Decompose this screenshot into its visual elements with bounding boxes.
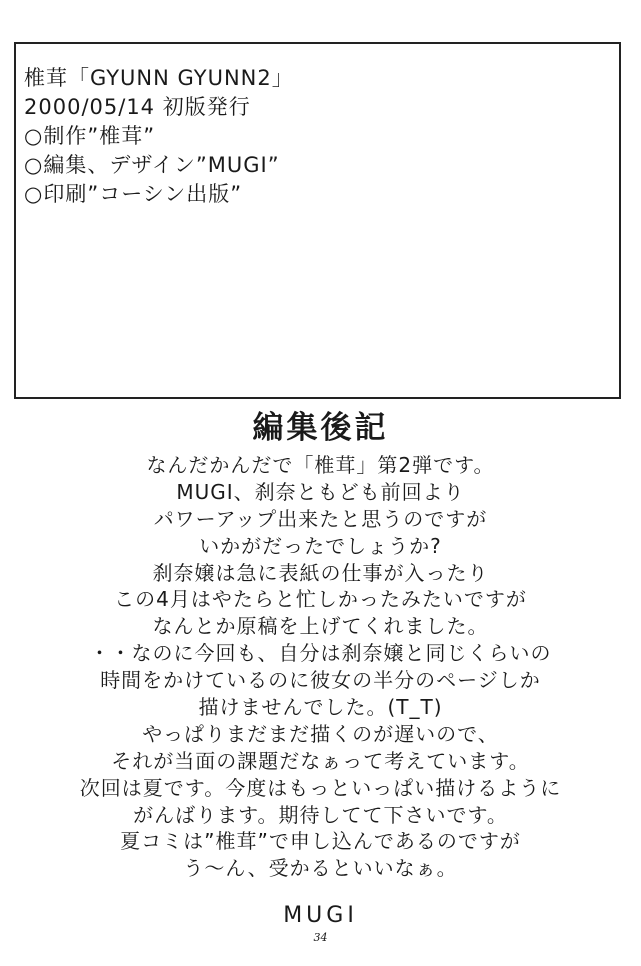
afterword-line: なんだかんだで「椎茸」第2弾です。 — [146, 453, 495, 477]
colophon-date-line: 2000/05/14 初版発行 — [24, 95, 251, 119]
afterword-line: いかがだったでしょうか? — [199, 533, 442, 558]
afterword-line: 次回は夏です。今度はもっといっぱい描けるように — [79, 775, 562, 800]
afterword-line: 夏コミは”椎茸”で申し込んであるのですが — [120, 829, 521, 854]
afterword-line: それが当面の課題だなぁって考えています。 — [111, 748, 530, 773]
colophon-production-line: ○制作”椎茸” — [24, 124, 156, 148]
afterword-line: パワーアップ出来たと思うのですが — [153, 506, 488, 531]
page-number: 34 — [313, 931, 328, 944]
colophon-title-line: 椎茸「GYUNN GYUNN2」 — [24, 66, 294, 90]
colophon-box — [14, 42, 621, 399]
afterword-line: 時間をかけているのに彼女の半分のページしか — [100, 668, 541, 693]
afterword-line: やっぱりまだまだ描くのが遅いので、 — [142, 721, 499, 746]
colophon-printing-line: ○印刷”コーシン出版” — [24, 182, 243, 206]
afterword-line: がんばります。期待してて下さいです。 — [133, 802, 508, 827]
afterword-body — [0, 452, 641, 882]
afterword-signature: MUGI — [283, 903, 358, 928]
afterword-line: この4月はやたらと忙しかったみたいですが — [114, 587, 527, 612]
afterword-title: 編集後記 — [252, 410, 389, 446]
colophon-lines — [24, 64, 294, 209]
afterword-line: なんとか原稿を上げてくれました。 — [152, 614, 489, 639]
colophon-editing-line: ○編集、デザイン”MUGI” — [24, 153, 280, 177]
afterword-line: う〜ん、受かるといいなぁ。 — [183, 856, 458, 881]
afterword-line: MUGI、刹奈ともども前回より — [176, 479, 465, 504]
afterword-line: 刹奈嬢は急に表紙の仕事が入ったり — [152, 560, 489, 585]
afterword-line: ・・なのに今回も、自分は刹奈嬢と同じくらいの — [89, 641, 552, 666]
afterword-line: 描けませんでした。(T_T) — [198, 695, 443, 720]
